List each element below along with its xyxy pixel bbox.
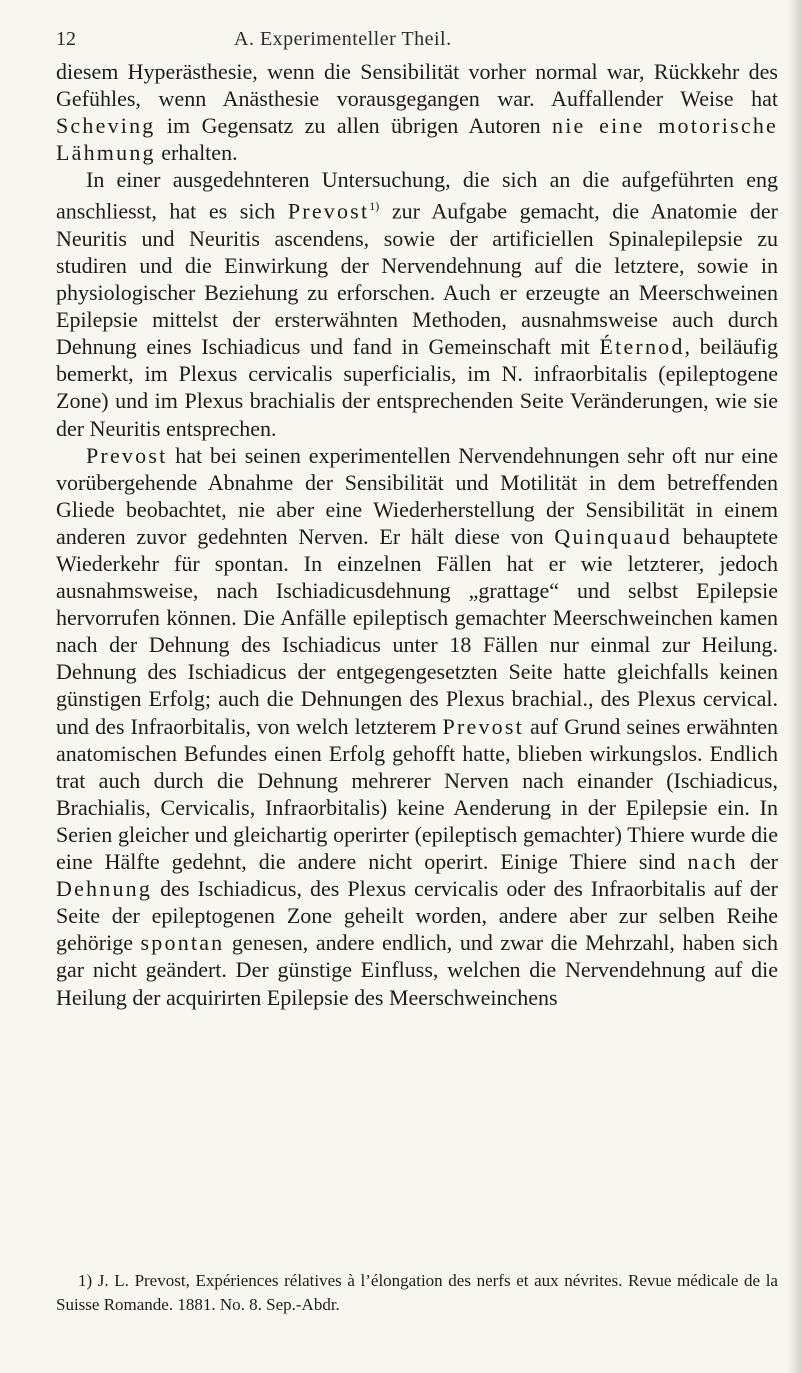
paragraph [56, 58, 778, 166]
spaced-name: Prevost [134, 1271, 186, 1290]
text-run: behauptete Wiederkehr für spontan. In einzelnen Fällen hat er wie letzterer, jedoch ausnahmsweise, nach Ischiadicusdehnung „grattage“ und selbst Epilepsie hervorrufen können. Die Anfälle epileptisch gemachter Meerschweinchen kamen nach der Dehnung des Ischiadicus unter 18 Fällen nur einmal zur Heilung. Dehnung des Ischiadicus der entgegengesetzten Seite hatte gleichfalls keinen günstigen Erfolg; auch die Dehnungen des Plexus brachial., des Plexus cervical. und des Infraorbitalis, von welch letzterem [56, 523, 778, 739]
page-edge-shadow [787, 0, 801, 1373]
spaced-name: Quinquaud [554, 523, 672, 549]
spaced-name: Prevost [86, 442, 168, 468]
spaced-name: Prevost [442, 713, 524, 739]
text-run: zur Aufgabe gemacht, die Anatomie der Neuritis und Neuritis ascendens, sowie der artificiellen Spinalepilepsie zu studiren und die Einwirkung der Nervendehnung auf die letztere, sowie in physiologischer Beziehung zu erforschen. Auch er erzeugte an Meerschweinen Epilepsie mittelst der ersterwähnten Methoden, ausnahmsweise auch durch Dehnung eines Ischiadicus und fand in Gemeinschaft mit [56, 198, 778, 360]
spaced-name: Prevost [287, 198, 370, 224]
text-run: der [737, 849, 778, 875]
text-run: In einer ausgedehnteren Untersuchung, die sich an die aufgeführten eng anschliesst, hat es sich [56, 167, 778, 224]
text-run: , Expériences rélatives à l’élongation des nerfs et aux névrites. Revue médicale de la Suisse Romande. 1881. No. 8. Sep.-Abdr. [56, 1271, 778, 1314]
footnote-text [56, 1269, 778, 1317]
text-run: im Gegensatz zu allen übrigen Autoren [155, 113, 553, 139]
spaced-name: nach [687, 849, 738, 875]
spaced-name: Scheving [56, 113, 156, 139]
text-run: genesen, andere endlich, und zwar die Mehrzahl, haben sich gar nicht geändert. Der günstige Einfluss, welchen die Nervendehnung auf die Heilung der acquirirten Epilepsie des Meerschweinchens [56, 930, 778, 1010]
paragraph [56, 166, 778, 441]
running-head: A. Experimenteller Theil. [234, 28, 452, 50]
text-run: diesem Hyperästhesie, wenn die Sensibilität vorher normal war, Rückkehr des Gefühles, wenn Anästhesie vorausgegangen war. Auffallender Weise hat [56, 59, 778, 112]
spaced-name: nie eine motorische Lähmung [56, 113, 778, 166]
spaced-name: Éternod [599, 334, 685, 360]
page-number: 12 [56, 28, 76, 50]
footnote [56, 1269, 778, 1317]
text-run: auf Grund seines erwähnten anatomischen Befundes einen Erfolg gehofft hatte, blieben wirkungslos. Endlich trat auch durch die Dehnung mehrerer Nerven nach einander (Ischiadicus, Brachialis, Cervicalis, Infraorbitalis) keine Aenderung in der Epilepsie ein. In Serien gleicher und gleichartig operirter (epileptisch gemachter) Thiere wurde die eine Hälfte gedehnt, die andere nicht operirt. Einige Thiere sind [56, 713, 778, 875]
footnote-marker: 1) [369, 199, 380, 214]
paragraph [56, 442, 778, 1011]
text-run: des Ischiadicus, des Plexus cervicalis oder des Infraorbitalis auf der Seite der epileptogenen Zone geheilt worden, andere aber zur selben Reihe gehörige [56, 876, 778, 956]
spaced-name: Dehnung [56, 876, 153, 902]
text-run: , beiläufig bemerkt, im Plexus cervicalis superficialis, im N. infraorbitalis (epileptogene Zone) und im Plexus brachialis der entsprechenden Seite Veränderungen, wie sie der Neuritis entsprechen. [56, 334, 778, 441]
spaced-name: spontan [140, 930, 225, 956]
text-run: hat bei seinen experimentellen Nervendehnungen sehr oft nur eine vorübergehende Abnahme der Sensibilität und Motilität in dem betreffenden Gliede beobachtet, nie aber eine Wiederherstellung der Sensibilität in einem anderen zuvor gedehnten Nerven. Er hält diese von [56, 442, 778, 549]
text-run: erhalten. [155, 140, 238, 166]
text-run: 1) J. L. [78, 1271, 135, 1290]
body-text [56, 58, 778, 1011]
page-header [56, 28, 776, 58]
